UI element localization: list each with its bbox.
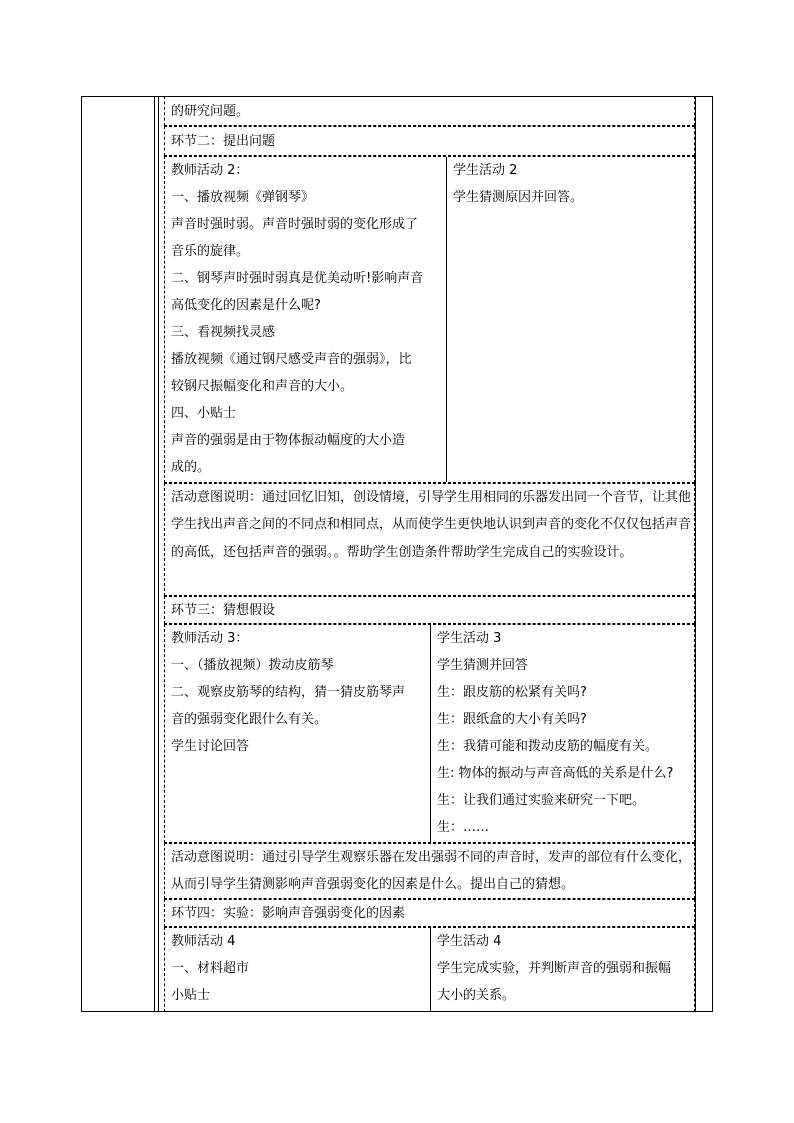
teacher-line: 学生讨论回答 xyxy=(171,739,250,754)
continuation-row xyxy=(164,96,695,126)
section3-intent-row xyxy=(164,843,695,899)
student-line: 生：让我们通过实验来研究一下吧。 xyxy=(437,793,646,808)
section3-activities-row xyxy=(164,624,695,843)
student-line: 学生猜测原因并回答。 xyxy=(453,190,584,205)
teacher-line: 高低变化的因素是什么呢? xyxy=(171,298,321,313)
section2-teacher-activity xyxy=(171,157,443,481)
teacher-line: 小贴士 xyxy=(171,988,211,1003)
teacher-line: 声音的强弱是由于物体振动幅度的大小造 xyxy=(171,433,406,448)
student-line: 学生猜测并回答 xyxy=(437,658,529,673)
student-line: 学生活动 4 xyxy=(437,934,502,949)
teacher-line: 三、看视频找灵感 xyxy=(171,325,276,340)
teacher-line: 二、观察皮筋琴的结构，猜一猜皮筋琴声 xyxy=(171,685,406,700)
teacher-line: 音的强弱变化跟什么有关。 xyxy=(171,712,328,727)
section2-intent: 活动意图说明：通过回忆旧知，创设情境，引导学生用相同的乐器发出同一个音节，让其他学生找出声音之间的不同点和相同点，从而使学生更快地认识到声音的变化不仅仅包括声音的高低，还包括声音的强弱。。帮助学生创造条件帮助学生完成自己的实验设计。 xyxy=(171,490,692,560)
teacher-line: 播放视频《通过钢尺感受声音的强弱》，比 xyxy=(171,352,412,367)
section4-cell-divider xyxy=(430,928,431,1012)
section2-header: 环节二：提出问题 xyxy=(171,134,276,149)
student-line: 学生完成实验，并判断声音的强弱和振幅 xyxy=(437,961,672,976)
section3-header: 环节三：猜想假设 xyxy=(171,603,276,618)
student-line: 生: 物体的振动与声音高低的关系是什么? xyxy=(437,766,674,781)
student-line: 学生活动 2 xyxy=(453,163,518,178)
student-line: 生：跟纸盒的大小有关吗? xyxy=(437,712,587,727)
section3-intent: 活动意图说明：通过引导学生观察乐器在发出强弱不同的声音时，发声的部位有什么变化，从而引导学生猜测影响声音强弱变化的因素是什么。提出自己的猜想。 xyxy=(171,850,692,893)
section3-header-row xyxy=(164,596,695,624)
student-line: 生：我猜可能和拨动皮筋的幅度有关。 xyxy=(437,739,659,754)
section4-activities-row xyxy=(164,927,695,1012)
section4-header-row xyxy=(164,899,695,927)
section3-student-activity xyxy=(437,625,694,841)
teacher-line: 成的。 xyxy=(171,460,211,475)
column-divider-left xyxy=(154,96,155,1012)
student-line: 学生活动 3 xyxy=(437,631,502,646)
section2-student-activity xyxy=(453,157,691,211)
section3-teacher-activity xyxy=(171,625,426,760)
section2-intent-row xyxy=(164,483,695,596)
section2-cell-divider xyxy=(446,157,447,482)
section2-activities-row xyxy=(164,156,695,483)
teacher-line: 教师活动 2： xyxy=(171,163,249,178)
student-line: 生：跟皮筋的松紧有关吗? xyxy=(437,685,587,700)
teacher-line: 一、播放视频《弹钢琴》 xyxy=(171,190,315,205)
column-divider-right xyxy=(695,96,696,1012)
column-divider-left-inner xyxy=(158,96,159,1012)
continuation-text: 的研究问题。 xyxy=(171,104,250,119)
teacher-line: 音乐的旋律。 xyxy=(171,244,250,259)
student-line: 大小的关系。 xyxy=(437,988,516,1003)
teacher-line: 二、钢琴声时强时弱真是优美动听!影响声音 xyxy=(171,271,424,286)
section4-teacher-activity xyxy=(171,928,426,1009)
teacher-line: 教师活动 3： xyxy=(171,631,249,646)
teacher-line: 较钢尺振幅变化和声音的大小。 xyxy=(171,379,354,394)
teacher-line: 一、（播放视频）拨动皮筋琴 xyxy=(171,658,334,673)
teacher-line: 一、材料超市 xyxy=(171,961,250,976)
section3-cell-divider xyxy=(430,625,431,842)
teacher-line: 声音时强时弱。声音时强时弱的变化形成了 xyxy=(171,217,419,232)
student-line: 生：…… xyxy=(437,820,490,835)
section4-header: 环节四：实验：影响声音强弱变化的因素 xyxy=(171,906,406,921)
section2-header-row xyxy=(164,126,695,156)
teacher-line: 四、小贴士 xyxy=(171,406,237,421)
section4-student-activity xyxy=(437,928,694,1009)
teacher-line: 教师活动 4 xyxy=(171,934,236,949)
